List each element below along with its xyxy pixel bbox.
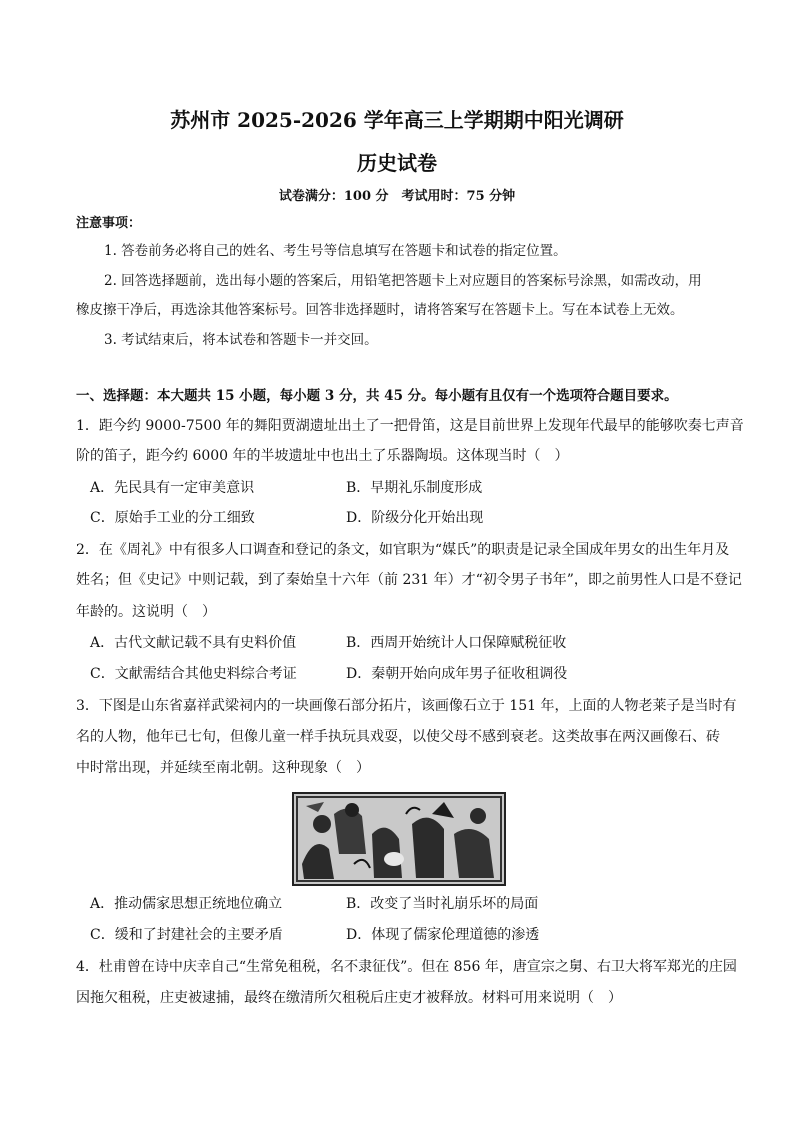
q3-stem-line-3: 中时常出现，并延续至南北朝。这种现象（ ） xyxy=(76,760,370,776)
q4-stem-line-1: 4．杜甫曾在诗中庆幸自己“生常免租税，名不隶征伐”。但在 856 年，唐宣宗之舅、右卫大将军郑光的庄园 xyxy=(76,959,737,975)
note-1: 1. 答卷前务必将自己的姓名、考生号等信息填写在答题卡和试卷的指定位置。 xyxy=(104,243,567,259)
q2-stem-line-2: 姓名；但《史记》中则记载，到了秦始皇十六年（前 231 年）才“初令男子书年”，即之前男性人口是不登记 xyxy=(76,572,742,588)
q3-stem-line-2: 名的人物，他年已七旬，但像儿童一样手执玩具戏耍，以使父母不感到衰老。这类故事在两汉画像石、砖 xyxy=(76,729,720,745)
q2-option-a: A．古代文献记载不具有史料价值 xyxy=(90,635,297,651)
q1-option-b: B．早期礼乐制度形成 xyxy=(346,480,483,496)
notes-heading: 注意事项： xyxy=(76,216,142,231)
q2-stem-line-1: 2．在《周礼》中有很多人口调查和登记的条文，如官职为“媒氏”的职责是记录全国成年男女的出生年月及 xyxy=(76,542,730,558)
q1-option-a: A．先民具有一定审美意识 xyxy=(90,480,255,496)
q1-stem-line-1: 1．距今约 9000-7500 年的舞阳贾湖遗址出土了一把骨笛，这是目前世界上发现年代最早的能够吹奏七声音 xyxy=(76,418,744,434)
q3-option-b: B．改变了当时礼崩乐坏的局面 xyxy=(346,896,539,912)
q2-option-c: C．文献需结合其他史料综合考证 xyxy=(90,666,297,682)
exam-meta: 试卷满分：100 分 考试用时：75 分钟 xyxy=(278,189,516,204)
stone-relief-rubbing-image xyxy=(292,792,506,886)
note-2-line-1: 2. 回答选择题前，选出每小题的答案后，用铅笔把答题卡上对应题目的答案标号涂黑，如需改动，用 xyxy=(104,273,702,289)
subject-title: 历史试卷 xyxy=(357,151,437,175)
note-2-line-2: 橡皮擦干净后，再选涂其他答案标号。回答非选择题时，请将答案写在答题卡上。写在本试卷上无效。 xyxy=(76,302,684,318)
q3-option-a: A．推动儒家思想正统地位确立 xyxy=(90,896,283,912)
q1-option-d: D．阶级分化开始出现 xyxy=(346,510,484,526)
q3-stem-line-1: 3．下图是山东省嘉祥武梁祠内的一块画像石部分拓片，该画像石立于 151 年，上面的人物老莱子是当时有 xyxy=(76,698,737,714)
q1-option-c: C．原始手工业的分工细致 xyxy=(90,510,255,526)
relief-image-drawing xyxy=(294,794,504,884)
q3-option-d: D．体现了儒家伦理道德的渗透 xyxy=(346,927,540,943)
q2-option-d: D．秦朝开始向成年男子征收租调役 xyxy=(346,666,568,682)
q3-option-c: C．缓和了封建社会的主要矛盾 xyxy=(90,927,283,943)
q2-option-b: B．西周开始统计人口保障赋税征收 xyxy=(346,635,567,651)
exam-title: 苏州市 2025-2026 学年高三上学期期中阳光调研 xyxy=(170,108,624,132)
q1-stem-line-2: 阶的笛子，距今约 6000 年的半坡遗址中也出土了乐器陶埙。这体现当时（ ） xyxy=(76,448,569,464)
q4-stem-line-2: 因拖欠租税，庄吏被逮捕，最终在缴清所欠租税后庄吏才被释放。材料可用来说明（ ） xyxy=(76,990,622,1006)
note-3: 3. 考试结束后，将本试卷和答题卡一并交回。 xyxy=(104,332,378,348)
q2-stem-line-3: 年龄的。这说明（ ） xyxy=(76,604,216,620)
section-heading: 一、选择题：本大题共 15 小题，每小题 3 分，共 45 分。每小题有且仅有一个选项符合题目要求。 xyxy=(76,388,678,404)
